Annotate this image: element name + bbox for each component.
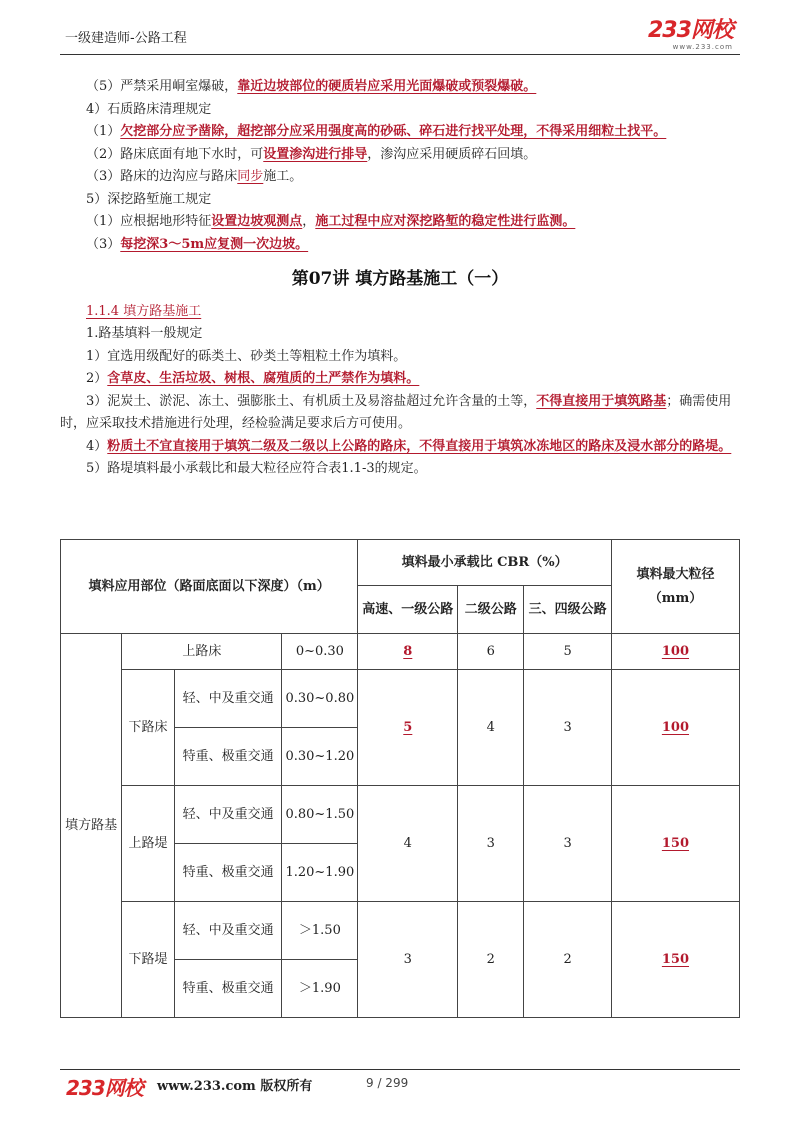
row-group-label: 填方路基	[61, 634, 122, 1018]
depth-cell: 0.80~1.50	[282, 786, 358, 844]
cbr-cell: 4	[358, 786, 458, 902]
traffic-cell: 特重、极重交通	[174, 960, 282, 1018]
cbr-cell[interactable]: 8	[358, 634, 458, 670]
cbr-cell: 3	[358, 902, 458, 1018]
header-part: 填料应用部位（路面底面以下深度）（m）	[61, 540, 358, 634]
document-body	[60, 76, 740, 481]
paragraph: （1）欠挖部分应予凿除，超挖部分应采用强度高的砂砾、碎石进行找平处理，不得采用细粒土找平。	[86, 124, 667, 139]
cbr-cell: 3	[458, 786, 524, 902]
traffic-cell: 轻、中及重交通	[174, 786, 282, 844]
depth-cell: ＞1.90	[282, 960, 358, 1018]
cbr-cell: 2	[524, 902, 612, 1018]
header-grade2: 二级公路	[458, 586, 524, 634]
cbr-cell: 2	[458, 902, 524, 1018]
page-number: 9 / 299	[366, 1076, 409, 1090]
section-heading[interactable]: 1.1.4 填方路基施工	[86, 303, 202, 319]
paragraph: 5）路堤填料最小承载比和最大粒径应符合表1.1-3的规定。	[86, 461, 427, 476]
row-label: 下路床	[122, 670, 175, 786]
table-row	[61, 902, 740, 960]
footer-copyright: www.233.com 版权所有	[157, 1079, 313, 1094]
row-label: 下路堤	[122, 902, 175, 1018]
depth-cell: ＞1.50	[282, 902, 358, 960]
paragraph: 3）泥炭土、淤泥、冻土、强膨胀土、有机质土及易溶盐超过允许含量的土等，不得直接用于填筑路基；确需使用时，应采取技术措施进行处理，经检验满足要求后方可使用。	[60, 393, 732, 431]
header-grade3: 三、四级公路	[524, 586, 612, 634]
traffic-cell: 特重、极重交通	[174, 844, 282, 902]
table-header-row	[61, 540, 740, 586]
paragraph: 1.路基填料一般规定	[86, 326, 203, 341]
depth-cell: 0.30~1.20	[282, 728, 358, 786]
traffic-cell: 特重、极重交通	[174, 728, 282, 786]
depth-cell: 1.20~1.90	[282, 844, 358, 902]
cbr-cell: 4	[458, 670, 524, 786]
size-cell[interactable]: 100	[611, 670, 739, 786]
paragraph: 4）粉质土不宜直接用于填筑二级及二级以上公路的路床，不得直接用于填筑冰冻地区的路床及浸水部分的路堤。	[86, 438, 732, 454]
footer-logo[interactable]: 233网校	[66, 1076, 143, 1100]
cbr-cell: 6	[458, 634, 524, 670]
paragraph: （3）每挖深3～5m应复测一次边坡。	[86, 236, 309, 252]
size-cell[interactable]: 150	[611, 902, 739, 1018]
paragraph: 2）含草皮、生活垃圾、树根、腐殖质的土严禁作为填料。	[86, 371, 420, 386]
paragraph: 4）石质路床清理规定	[86, 101, 212, 117]
header-size: 填料最大粒径（mm）	[611, 540, 739, 634]
traffic-cell: 轻、中及重交通	[174, 902, 282, 960]
paragraph: 1）宜选用级配好的砾类土、砂类土等粗粒土作为填料。	[86, 348, 407, 364]
paragraph: （5）严禁采用峒室爆破，靠近边坡部位的硬质岩应采用光面爆破或预裂爆破。	[86, 79, 537, 94]
brand-logo[interactable]	[648, 20, 733, 51]
row-label: 上路堤	[122, 786, 175, 902]
header-title: 一级建造师-公路工程	[65, 31, 187, 46]
fill-spec-table	[60, 539, 740, 1018]
logo-text: 233网校	[648, 18, 733, 43]
row-label: 上路床	[122, 634, 282, 670]
cbr-cell: 3	[524, 786, 612, 902]
footer-divider	[60, 1069, 740, 1070]
table-row	[61, 786, 740, 844]
table-row	[61, 634, 740, 670]
traffic-cell: 轻、中及重交通	[174, 670, 282, 728]
paragraph: （1）应根据地形特征设置边坡观测点，施工过程中应对深挖路堑的稳定性进行监测。	[86, 214, 576, 229]
paragraph: （3）路床的边沟应与路床同步施工。	[86, 169, 303, 184]
header-divider	[60, 54, 740, 55]
paragraph: 5）深挖路堑施工规定	[86, 191, 212, 207]
logo-url: www.233.com	[672, 43, 733, 51]
size-cell[interactable]: 100	[611, 634, 739, 670]
cbr-cell: 3	[524, 670, 612, 786]
header-cbr: 填料最小承载比 CBR（%）	[358, 540, 612, 586]
cbr-cell[interactable]: 5	[358, 670, 458, 786]
lecture-title: 第07讲 填方路基施工（一）	[291, 269, 509, 289]
cbr-cell: 5	[524, 634, 612, 670]
depth-cell: 0~0.30	[282, 634, 358, 670]
depth-cell: 0.30~0.80	[282, 670, 358, 728]
header-grade1: 高速、一级公路	[358, 586, 458, 634]
table-row	[61, 670, 740, 728]
paragraph: （2）路床底面有地下水时，可设置渗沟进行排导，渗沟应采用硬质碎石回填。	[86, 146, 537, 162]
size-cell[interactable]: 150	[611, 786, 739, 902]
